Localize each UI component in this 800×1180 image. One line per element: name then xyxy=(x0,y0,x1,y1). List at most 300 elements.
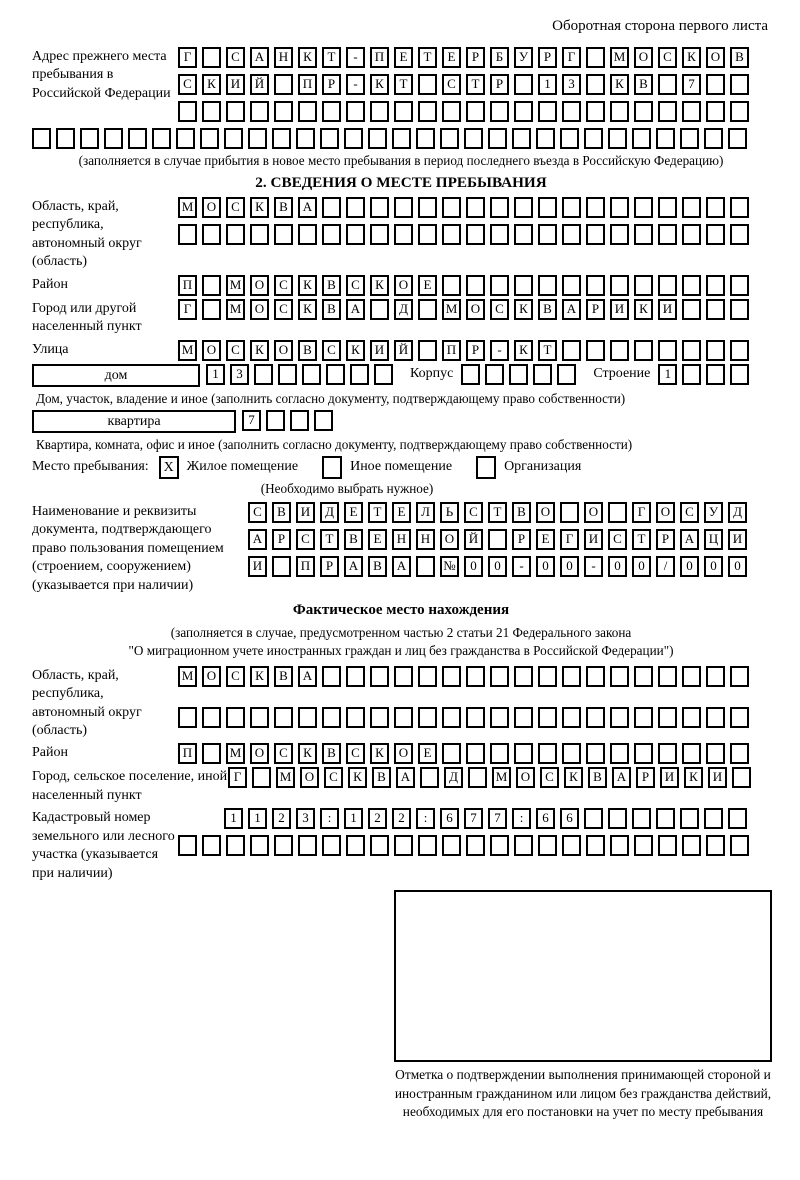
char-cell: Й xyxy=(394,340,413,361)
char-cell xyxy=(224,128,243,149)
char-cell xyxy=(682,364,701,385)
char-cell: А xyxy=(298,666,317,687)
char-cell xyxy=(706,364,725,385)
char-cell: 7 xyxy=(682,74,701,95)
char-cell xyxy=(346,197,365,218)
char-cell xyxy=(32,128,51,149)
char-cell: И xyxy=(708,767,727,788)
stroenie-label: Строение xyxy=(593,365,651,381)
char-cell xyxy=(56,128,75,149)
char-cell xyxy=(370,299,389,320)
char-cell: Д xyxy=(320,502,339,523)
char-cell xyxy=(346,666,365,687)
char-cell xyxy=(658,74,677,95)
char-cell: О xyxy=(202,197,221,218)
char-cell: К xyxy=(564,767,583,788)
document-label: Наименование и реквизиты документа, подтверждающего право пользования помещением (строением, сооружением) (указывается при наличии) xyxy=(32,503,224,593)
char-cell: И xyxy=(296,502,315,523)
char-cell xyxy=(370,197,389,218)
char-cell: С xyxy=(464,502,483,523)
char-cell xyxy=(322,197,341,218)
char-cell xyxy=(706,74,725,95)
char-cell xyxy=(632,808,651,829)
char-cell xyxy=(178,101,197,122)
char-cell xyxy=(418,224,437,245)
char-cell: Р xyxy=(538,47,557,68)
char-cell xyxy=(584,808,603,829)
actual-region-rows xyxy=(178,666,754,741)
char-cell xyxy=(682,275,701,296)
actual-region-field xyxy=(32,666,770,741)
apartment-note: Квартира, комната, офис и иное (заполнить согласно документу, подтверждающему право собственности) xyxy=(36,436,633,452)
char-cell: - xyxy=(584,556,603,577)
char-cell xyxy=(202,707,221,728)
char-cell: О xyxy=(536,502,555,523)
district-row xyxy=(178,275,754,296)
char-cell xyxy=(490,835,509,856)
char-cell: О xyxy=(440,529,459,550)
char-cell xyxy=(274,74,293,95)
char-cell: 3 xyxy=(562,74,581,95)
prev-address-row-4 xyxy=(32,128,770,149)
apartment-cells xyxy=(242,410,338,431)
char-cell: К xyxy=(250,666,269,687)
char-cell: М xyxy=(178,666,197,687)
char-cell: П xyxy=(178,743,197,764)
char-cell xyxy=(586,101,605,122)
char-cell xyxy=(370,224,389,245)
char-cell: О xyxy=(250,743,269,764)
char-cell xyxy=(442,101,461,122)
street-label: Улица xyxy=(32,341,69,357)
char-cell: Д xyxy=(444,767,463,788)
char-cell: Т xyxy=(320,529,339,550)
actual-region-row-1 xyxy=(178,666,754,687)
char-cell xyxy=(514,74,533,95)
char-cell xyxy=(514,224,533,245)
char-cell xyxy=(586,743,605,764)
char-cell xyxy=(586,707,605,728)
char-cell xyxy=(128,128,147,149)
char-cell: Н xyxy=(274,47,293,68)
char-cell: 2 xyxy=(272,808,291,829)
char-cell: С xyxy=(178,74,197,95)
char-cell: Е xyxy=(418,275,437,296)
char-cell xyxy=(104,128,123,149)
char-cell xyxy=(442,743,461,764)
char-cell xyxy=(658,101,677,122)
char-cell: Т xyxy=(466,74,485,95)
char-cell: В xyxy=(634,74,653,95)
char-cell xyxy=(682,707,701,728)
char-cell xyxy=(490,743,509,764)
char-cell xyxy=(178,224,197,245)
char-cell: 1 xyxy=(206,364,225,385)
char-cell xyxy=(202,47,221,68)
char-cell xyxy=(610,197,629,218)
char-cell: К xyxy=(298,47,317,68)
char-cell: П xyxy=(370,47,389,68)
char-cell: И xyxy=(660,767,679,788)
char-cell: 0 xyxy=(536,556,555,577)
char-cell xyxy=(468,767,487,788)
char-cell xyxy=(274,707,293,728)
char-cell xyxy=(730,197,749,218)
char-cell: - xyxy=(346,47,365,68)
char-cell xyxy=(634,275,653,296)
char-cell: А xyxy=(680,529,699,550)
char-cell xyxy=(274,101,293,122)
char-cell: 1 xyxy=(658,364,677,385)
char-cell: 0 xyxy=(704,556,723,577)
char-cell xyxy=(586,197,605,218)
char-cell xyxy=(538,101,557,122)
char-cell xyxy=(394,835,413,856)
char-cell xyxy=(586,340,605,361)
char-cell xyxy=(560,502,579,523)
city-row xyxy=(178,299,754,337)
char-cell xyxy=(682,197,701,218)
char-cell xyxy=(442,224,461,245)
option-other-premises-label: Иное помещение xyxy=(350,459,453,475)
char-cell xyxy=(586,835,605,856)
char-cell: П xyxy=(178,275,197,296)
char-cell: В xyxy=(368,556,387,577)
char-cell xyxy=(682,743,701,764)
char-cell: О xyxy=(274,340,293,361)
region-field xyxy=(32,197,770,272)
char-cell xyxy=(370,666,389,687)
prev-address-row-2 xyxy=(178,74,754,95)
char-cell xyxy=(416,128,435,149)
section2-title: 2. СВЕДЕНИЯ О МЕСТЕ ПРЕБЫВАНИЯ xyxy=(255,174,547,191)
char-cell: Г xyxy=(632,502,651,523)
char-cell: И xyxy=(584,529,603,550)
char-cell xyxy=(420,767,439,788)
char-cell xyxy=(680,808,699,829)
char-cell: К xyxy=(298,275,317,296)
char-cell: П xyxy=(296,556,315,577)
char-cell: С xyxy=(296,529,315,550)
char-cell: Т xyxy=(394,74,413,95)
char-cell: Ь xyxy=(440,502,459,523)
char-cell: С xyxy=(248,502,267,523)
char-cell: К xyxy=(346,340,365,361)
char-cell xyxy=(466,835,485,856)
char-cell: А xyxy=(562,299,581,320)
actual-city-field xyxy=(32,767,770,805)
char-cell xyxy=(658,275,677,296)
district-label: Район xyxy=(32,276,68,292)
char-cell: С xyxy=(274,743,293,764)
city-label: Город или другой населенный пункт xyxy=(32,300,142,335)
char-cell: У xyxy=(704,502,723,523)
char-cell xyxy=(490,101,509,122)
char-cell xyxy=(658,743,677,764)
char-cell: - xyxy=(490,340,509,361)
char-cell: Е xyxy=(536,529,555,550)
stay-place-label: Место пребывания: xyxy=(32,459,149,475)
char-cell xyxy=(202,743,221,764)
char-cell xyxy=(730,666,749,687)
char-cell xyxy=(418,101,437,122)
char-cell xyxy=(538,275,557,296)
char-cell xyxy=(728,808,747,829)
korpus-label: Корпус xyxy=(410,365,454,381)
char-cell: Т xyxy=(538,340,557,361)
char-cell: Г xyxy=(562,47,581,68)
char-cell: М xyxy=(492,767,511,788)
char-cell xyxy=(706,101,725,122)
char-cell: - xyxy=(346,74,365,95)
house-number-cells xyxy=(206,364,398,385)
char-cell xyxy=(266,410,285,431)
char-cell xyxy=(250,101,269,122)
char-cell: 1 xyxy=(538,74,557,95)
char-cell: Р xyxy=(466,340,485,361)
char-cell xyxy=(252,767,271,788)
char-cell xyxy=(514,275,533,296)
char-cell xyxy=(250,835,269,856)
char-cell: 1 xyxy=(248,808,267,829)
char-cell: К xyxy=(298,299,317,320)
char-cell xyxy=(706,275,725,296)
char-cell: Г xyxy=(228,767,247,788)
char-cell xyxy=(730,707,749,728)
actual-city-label: Город, сельское поселение, иной населенный пункт xyxy=(32,769,228,803)
char-cell xyxy=(514,197,533,218)
char-cell xyxy=(466,666,485,687)
char-cell xyxy=(658,707,677,728)
char-cell: К xyxy=(514,299,533,320)
char-cell xyxy=(562,707,581,728)
prev-address-label: Адрес прежнего места пребывания в Российской Федерации xyxy=(32,49,171,101)
char-cell: 3 xyxy=(230,364,249,385)
char-cell xyxy=(538,707,557,728)
char-cell: Т xyxy=(368,502,387,523)
char-cell xyxy=(466,197,485,218)
char-cell: С xyxy=(274,299,293,320)
char-cell xyxy=(730,340,749,361)
char-cell xyxy=(442,197,461,218)
char-cell: С xyxy=(274,275,293,296)
prev-address-row-1 xyxy=(178,47,754,68)
char-cell: В xyxy=(538,299,557,320)
char-cell xyxy=(344,128,363,149)
char-cell: В xyxy=(512,502,531,523)
actual-location-note-line1: (заполняется в случае, предусмотренном частью 2 статьи 21 Федерального закона xyxy=(170,625,632,641)
actual-location-title: Фактическое место нахождения xyxy=(292,602,510,619)
char-cell: Т xyxy=(632,529,651,550)
char-cell xyxy=(80,128,99,149)
char-cell: Р xyxy=(512,529,531,550)
char-cell xyxy=(560,128,579,149)
actual-district-row xyxy=(178,743,754,764)
stay-place-row xyxy=(32,456,770,479)
char-cell: Р xyxy=(322,74,341,95)
char-cell xyxy=(488,128,507,149)
house-type-box: дом xyxy=(32,364,200,387)
char-cell xyxy=(730,101,749,122)
char-cell xyxy=(634,224,653,245)
char-cell: 3 xyxy=(296,808,315,829)
char-cell: Р xyxy=(272,529,291,550)
char-cell: К xyxy=(610,74,629,95)
option-organization-label: Организация xyxy=(504,459,582,475)
char-cell xyxy=(732,767,751,788)
char-cell: И xyxy=(248,556,267,577)
char-cell: Т xyxy=(488,502,507,523)
actual-city-row xyxy=(228,767,756,805)
char-cell: В xyxy=(274,197,293,218)
char-cell: В xyxy=(274,666,293,687)
char-cell xyxy=(490,197,509,218)
char-cell xyxy=(490,666,509,687)
char-cell: Р xyxy=(466,47,485,68)
region-row-1 xyxy=(178,197,754,218)
district-field xyxy=(32,275,770,296)
korpus-cells xyxy=(461,364,581,385)
cadastral-rows xyxy=(178,808,754,883)
char-cell xyxy=(442,835,461,856)
char-cell xyxy=(461,364,480,385)
char-cell: Т xyxy=(418,47,437,68)
char-cell xyxy=(538,666,557,687)
char-cell: К xyxy=(298,743,317,764)
char-cell xyxy=(374,364,393,385)
char-cell xyxy=(418,299,437,320)
prev-address-row-3 xyxy=(178,101,754,122)
char-cell xyxy=(562,666,581,687)
char-cell xyxy=(176,128,195,149)
char-cell xyxy=(298,224,317,245)
char-cell xyxy=(730,364,749,385)
region-row-2 xyxy=(178,224,754,245)
char-cell xyxy=(178,707,197,728)
char-cell: В xyxy=(588,767,607,788)
char-cell: У xyxy=(514,47,533,68)
char-cell xyxy=(706,197,725,218)
char-cell xyxy=(514,666,533,687)
actual-district-field xyxy=(32,743,770,764)
char-cell xyxy=(586,47,605,68)
char-cell xyxy=(682,224,701,245)
char-cell: Р xyxy=(656,529,675,550)
char-cell: П xyxy=(298,74,317,95)
char-cell xyxy=(200,128,219,149)
char-cell: Й xyxy=(250,74,269,95)
char-cell xyxy=(533,364,552,385)
char-cell xyxy=(418,666,437,687)
char-cell xyxy=(706,666,725,687)
stroenie-cells xyxy=(658,364,754,385)
apartment-type-box: квартира xyxy=(32,410,236,433)
char-cell xyxy=(278,364,297,385)
char-cell xyxy=(634,197,653,218)
char-cell xyxy=(538,835,557,856)
char-cell xyxy=(586,666,605,687)
char-cell xyxy=(704,808,723,829)
char-cell xyxy=(394,197,413,218)
char-cell: В xyxy=(730,47,749,68)
char-cell xyxy=(730,224,749,245)
char-cell: Р xyxy=(586,299,605,320)
char-cell xyxy=(466,275,485,296)
char-cell xyxy=(538,743,557,764)
char-cell xyxy=(514,707,533,728)
char-cell xyxy=(706,835,725,856)
cadastral-row-2 xyxy=(178,835,754,856)
char-cell xyxy=(586,275,605,296)
char-cell xyxy=(272,556,291,577)
char-cell xyxy=(418,74,437,95)
char-cell xyxy=(226,835,245,856)
char-cell: Д xyxy=(394,299,413,320)
char-cell: Д xyxy=(728,502,747,523)
char-cell: Н xyxy=(392,529,411,550)
char-cell: В xyxy=(298,340,317,361)
char-cell: - xyxy=(512,556,531,577)
char-cell: И xyxy=(370,340,389,361)
char-cell: О xyxy=(466,299,485,320)
stamp-area xyxy=(394,890,772,1122)
char-cell: О xyxy=(202,340,221,361)
document-row-2 xyxy=(248,529,752,550)
char-cell xyxy=(322,707,341,728)
char-cell xyxy=(346,101,365,122)
region-label: Область, край, республика, автономный округ (область) xyxy=(32,199,142,270)
char-cell xyxy=(485,364,504,385)
char-cell xyxy=(557,364,576,385)
char-cell: Е xyxy=(392,502,411,523)
char-cell xyxy=(466,224,485,245)
char-cell: Е xyxy=(344,502,363,523)
stay-place-note: (Необходимо выбрать нужное) xyxy=(260,480,434,496)
char-cell xyxy=(226,224,245,245)
char-cell: С xyxy=(490,299,509,320)
char-cell xyxy=(314,410,333,431)
char-cell: С xyxy=(346,275,365,296)
char-cell xyxy=(202,224,221,245)
char-cell xyxy=(370,707,389,728)
actual-location-note-line2: "О миграционном учете иностранных граждан и лиц без гражданства в Российской Федерации") xyxy=(128,643,674,659)
region-rows xyxy=(178,197,754,272)
char-cell xyxy=(562,340,581,361)
char-cell xyxy=(538,224,557,245)
char-cell: 7 xyxy=(488,808,507,829)
char-cell: К xyxy=(370,275,389,296)
char-cell: А xyxy=(250,47,269,68)
char-cell: 7 xyxy=(464,808,483,829)
char-cell: : xyxy=(416,808,435,829)
char-cell xyxy=(610,835,629,856)
char-cell: К xyxy=(634,299,653,320)
char-cell: С xyxy=(324,767,343,788)
char-cell: А xyxy=(344,556,363,577)
char-cell: Л xyxy=(416,502,435,523)
char-cell: 2 xyxy=(392,808,411,829)
char-cell xyxy=(226,707,245,728)
char-cell: В xyxy=(372,767,391,788)
char-cell xyxy=(418,340,437,361)
char-cell xyxy=(634,101,653,122)
char-cell: К xyxy=(202,74,221,95)
char-cell xyxy=(658,666,677,687)
char-cell xyxy=(562,101,581,122)
char-cell xyxy=(730,74,749,95)
cadastral-field xyxy=(32,808,770,883)
char-cell xyxy=(634,743,653,764)
